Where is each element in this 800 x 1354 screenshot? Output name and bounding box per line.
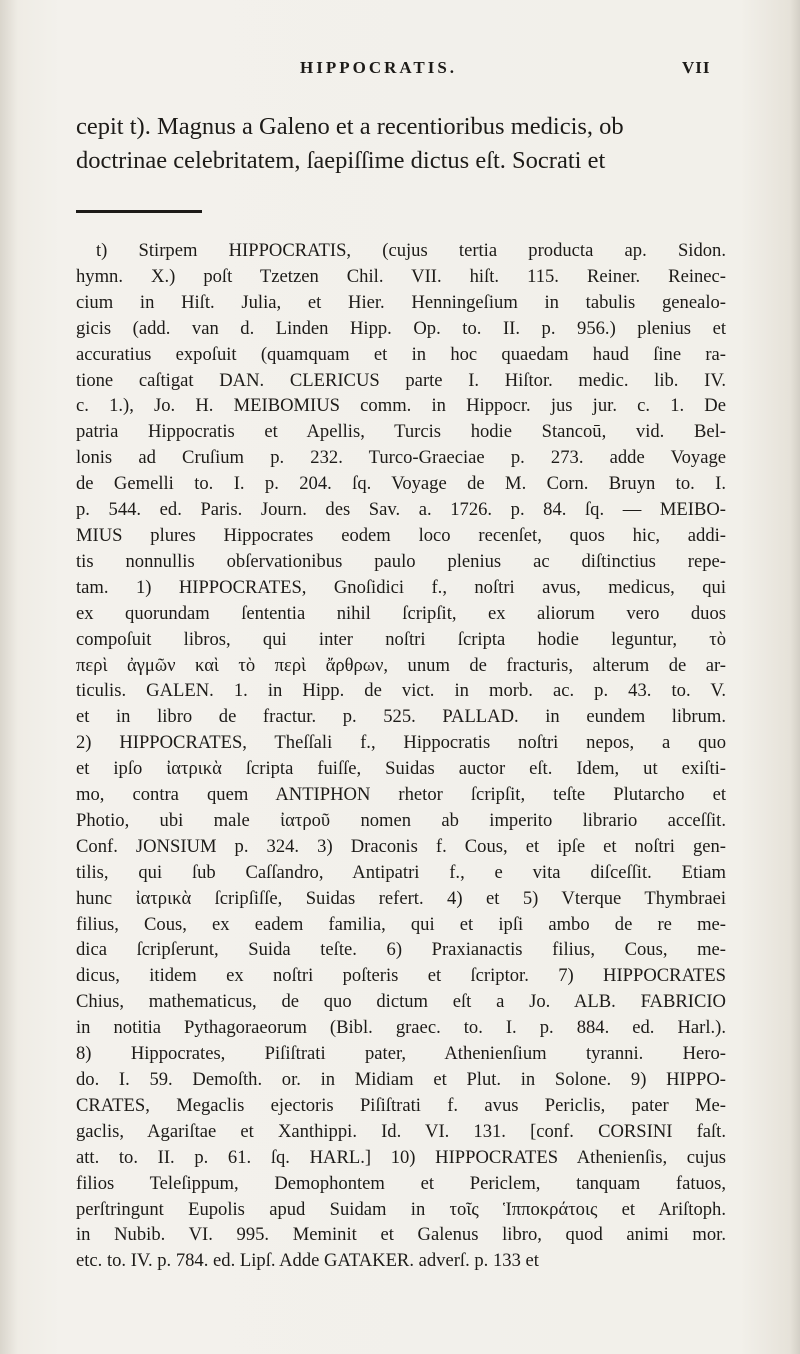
footnote-line: et ipſo ἰατρικὰ ſcripta fuiſſe, Suidas auctor eſt. Idem, ut exiſti- — [76, 758, 726, 780]
footnote-line: ex quorundam ſententia nihil ſcripſit, ex aliorum vero duos — [76, 602, 726, 624]
footnote-line: compoſuit libros, qui inter noſtri ſcripta hodie leguntur, τὸ — [76, 628, 726, 650]
footnote-line: in notitia Pythagoraeorum (Bibl. graec. to. I. p. 884. ed. Harl.). — [76, 1017, 726, 1039]
main-text-line: cepit t). Magnus a Galeno et a recentioribus medicis, ob — [76, 113, 624, 140]
footnote-line: dicus, itidem ex noſtri poſteris et ſcriptor. 7) HIPPOCRATES — [76, 965, 726, 987]
footnote-line: accuratius expoſuit (quamquam et in hoc quaedam haud ſine ra- — [76, 343, 726, 365]
footnote-line: do. I. 59. Demoſth. or. in Midiam et Plut. in Solone. 9) HIPPO- — [76, 1069, 726, 1090]
footnote-line: in Nubib. VI. 995. Meminit et Galenus libro, quod animi mor. — [76, 1224, 726, 1246]
footnote-line: gaclis, Agariſtae et Xanthippi. Id. VI. 131. [conf. CORSINI faſt. — [76, 1120, 726, 1142]
footnote-line: etc. to. IV. p. 784. ed. Lipſ. Adde GATAKER. adverſ. p. 133 et — [76, 1250, 539, 1272]
footnote-line: gicis (add. van d. Linden Hipp. Op. to. II. p. 956.) plenius et — [76, 317, 726, 339]
footnote-rule — [76, 210, 202, 213]
footnote-line: tione caſtigat DAN. CLERICUS parte I. Hiſtor. medic. lib. IV. — [76, 369, 726, 391]
footnote-line: Chius, mathematicus, de quo dictum eſt a Jo. ALB. FABRICIO — [76, 991, 726, 1013]
footnote — [76, 238, 726, 1274]
footnote-line: CRATES, Megaclis ejectoris Piſiſtrati f. avus Periclis, pater Me- — [76, 1094, 726, 1116]
footnote-line: hymn. X.) poſt Tzetzen Chil. VII. hiſt. 115. Reiner. Reinec- — [76, 265, 726, 287]
footnote-line: perſtringunt Eupolis apud Suidam in τοῖς Ἱπποκράτοις et Ariſtoph. — [76, 1198, 726, 1220]
footnote-line: att. to. II. p. 61. ſq. HARL.] 10) HIPPOCRATES Athenienſis, cujus — [76, 1146, 726, 1168]
footnote-line: Conf. JONSIUM p. 324. 3) Draconis f. Cous, et ipſe et noſtri gen- — [76, 835, 726, 857]
footnote-line: tis nonnullis obſervationibus paulo plenius ac diſtinctius repe- — [76, 550, 726, 572]
footnote-line: tam. 1) HIPPOCRATES, Gnoſidici f., noſtri avus, medicus, qui — [76, 576, 726, 598]
page-number: VII — [682, 58, 711, 77]
main-text-line: doctrinae celebritatem, ſaepiſſime dictus eſt. Socrati et — [76, 147, 606, 174]
footnote-line: de Gemelli to. I. p. 204. ſq. Voyage de M. Corn. Bruyn to. I. — [76, 473, 726, 495]
footnote-line: et in libro de fractur. p. 525. PALLAD. in eundem librum. — [76, 706, 726, 728]
footnote-line: περὶ ἀγμῶν καὶ τὸ περὶ ἄρθρων, unum de fracturis, alterum de ar- — [76, 654, 726, 676]
footnote-line: 2) HIPPOCRATES, Theſſali f., Hippocratis noſtri nepos, a quo — [76, 732, 726, 754]
footnote-line: cium in Hiſt. Julia, et Hier. Henningeſium in tabulis genealo- — [76, 291, 726, 313]
footnote-line: Photio, ubi male ἰατροῦ nomen ab imperito librario acceſſit. — [76, 809, 726, 831]
footnote-line: hunc ἰατρικὰ ſcripſiſſe, Suidas refert. 4) et 5) Vterque Thymbraei — [76, 887, 726, 909]
footnote-line: tilis, qui ſub Caſſandro, Antipatri f., e vita diſceſſit. Etiam — [76, 861, 726, 883]
footnote-line: filios Teleſippum, Demophontem et Periclem, tanquam fatuos, — [76, 1172, 726, 1194]
footnote-line: mo, contra quem ANTIPHON rhetor ſcripſit, teſte Plutarcho et — [76, 784, 726, 806]
footnote-line: dica ſcripſerunt, Suida teſte. 6) Praxianactis filius, Cous, me- — [76, 939, 726, 961]
footnote-line: ticulis. GALEN. 1. in Hipp. de vict. in morb. ac. p. 43. to. V. — [76, 680, 726, 702]
running-title: HIPPOCRATIS. — [300, 58, 458, 77]
footnote-line: 8) Hippocrates, Piſiſtrati pater, Athenienſium tyranni. Hero- — [76, 1043, 726, 1065]
footnote-line: c. 1.), Jo. H. MEIBOMIUS comm. in Hippocr. jus jur. c. 1. De — [76, 395, 726, 417]
footnote-line: p. 544. ed. Paris. Journ. des Sav. a. 1726. p. 84. ſq. — MEIBO- — [76, 499, 726, 521]
footnote-line: patria Hippocratis et Apellis, Turcis hodie Stancoū, vid. Bel- — [76, 421, 726, 443]
footnote-line: filius, Cous, ex eadem familia, qui et ipſi ambo de re me- — [76, 913, 726, 935]
footnote-line: lonis ad Cruſium p. 232. Turco-Graeciae p. 273. adde Voyage — [76, 447, 726, 469]
footnote-line: t) Stirpem HIPPOCRATIS, (cujus tertia producta ap. Sidon. — [96, 240, 726, 261]
footnote-line: MIUS plures Hippocrates eodem loco recenſet, quos hic, addi- — [76, 524, 726, 546]
running-head — [0, 58, 800, 82]
main-text — [76, 110, 726, 178]
